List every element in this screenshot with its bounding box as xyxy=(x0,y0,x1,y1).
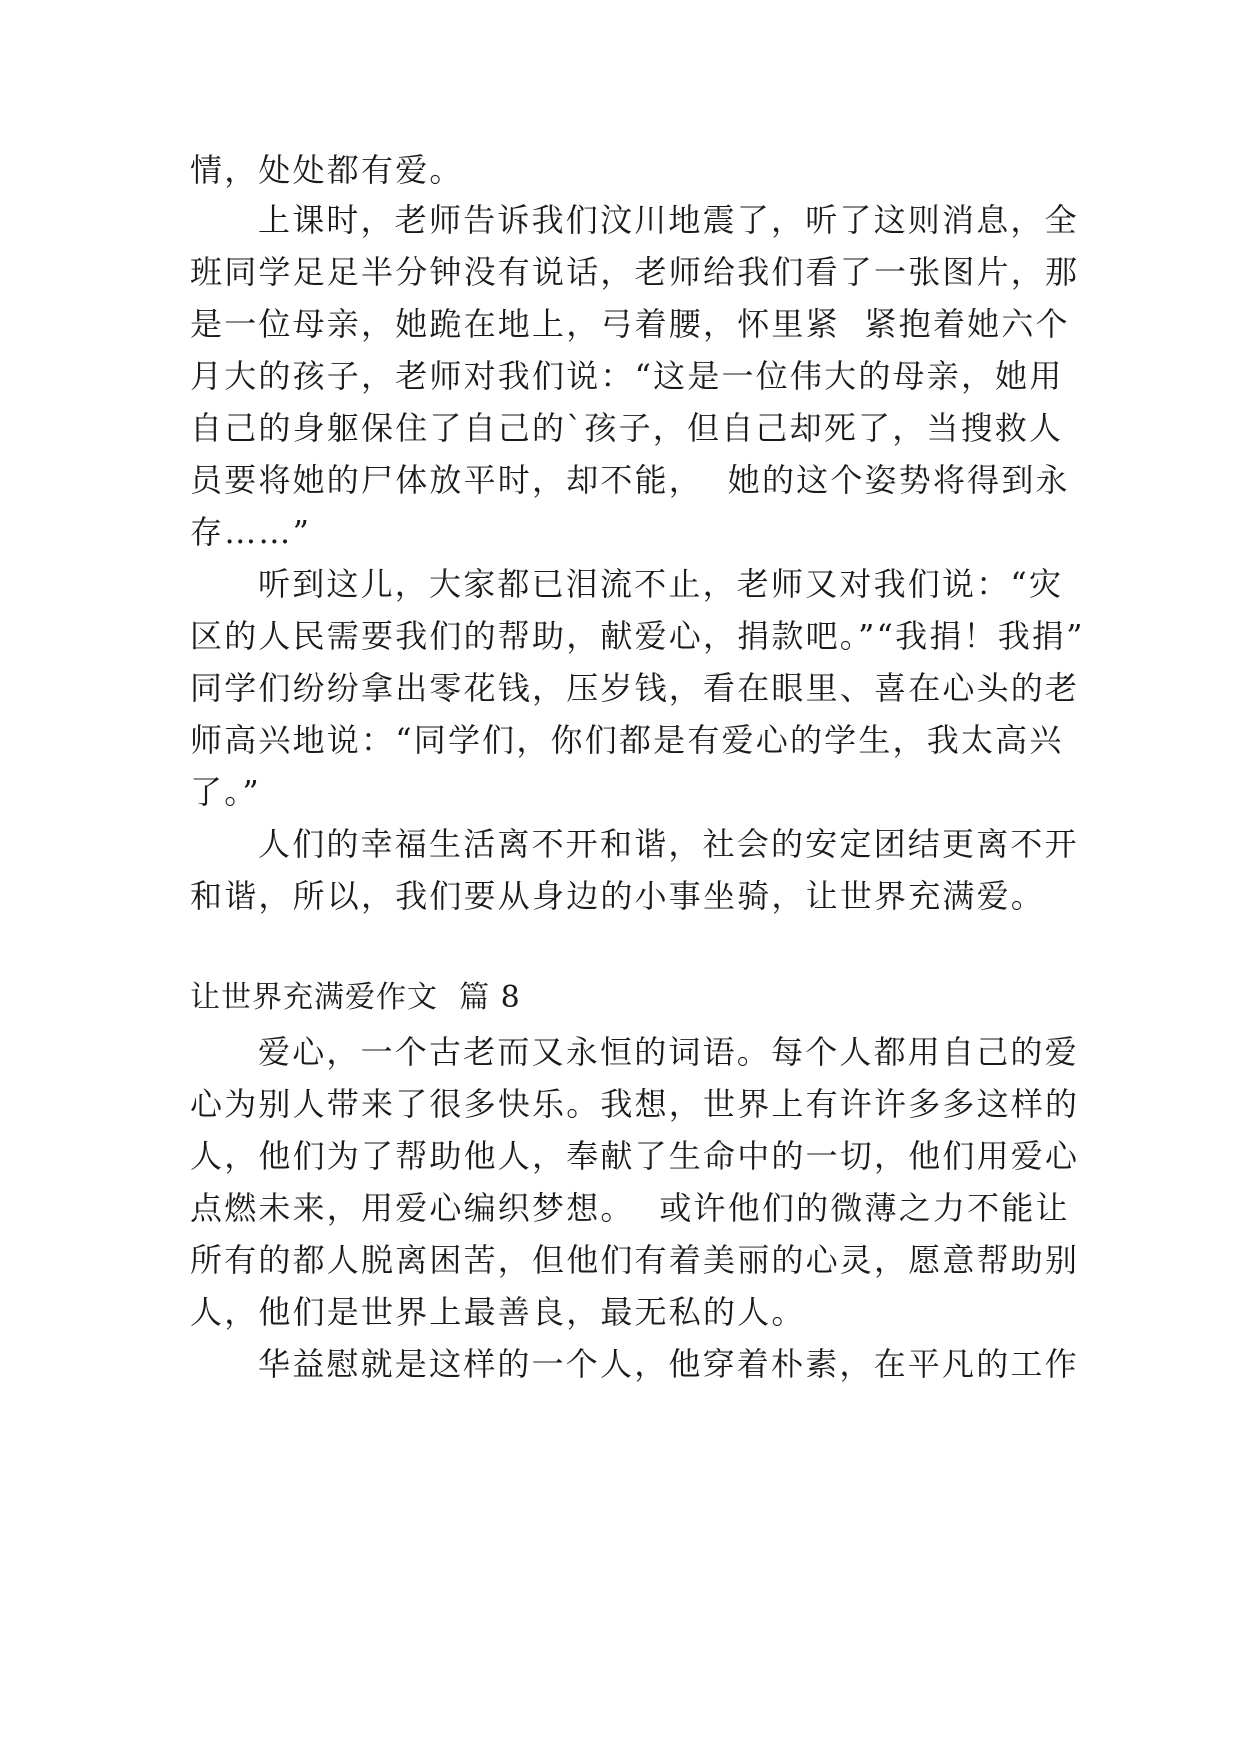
text-line: 同学们纷纷拿出零花钱，压岁钱，看在眼里、喜在心头的老 xyxy=(190,669,1080,707)
text-line: 员要将她的尸体放平时，却不能， 她的这个姿势将得到永 xyxy=(190,461,1070,499)
section-heading: 让世界充满爱作文 篇 8 xyxy=(190,980,521,1015)
text-line: 和谐，所以，我们要从身边的小事坐骑，让世界充满爱。 xyxy=(190,877,1046,915)
text-line: 点燃未来，用爱心编织梦想。 或许他们的微薄之力不能让 xyxy=(190,1189,1070,1227)
text-line: 区的人民需要我们的帮助，献爱心，捐款吧。”“我捐！我捐” xyxy=(190,617,1085,655)
paragraph-first-line: 上课时，老师告诉我们汶川地震了，听了这则消息，全 xyxy=(258,201,1079,239)
text-line: 人，他们为了帮助他人，奉献了生命中的一切，他们用爱心 xyxy=(190,1137,1080,1175)
text-line: 人，他们是世界上最善良，最无私的人。 xyxy=(190,1293,806,1331)
paragraph-first-line: 华益慰就是这样的一个人，他穿着朴素，在平凡的工作 xyxy=(258,1345,1079,1383)
text-line: 了。” xyxy=(190,773,261,811)
text-line: 班同学足足半分钟没有说话，老师给我们看了一张图片，那 xyxy=(190,253,1080,291)
text-line: 情，处处都有爱。 xyxy=(190,151,464,189)
text-line: 自己的身躯保住了自己的`孩子，但自己却死了，当搜救人 xyxy=(190,409,1064,447)
text-line: 所有的都人脱离困苦，但他们有着美丽的心灵，愿意帮助别 xyxy=(190,1241,1080,1279)
paragraph-first-line: 人们的幸福生活离不开和谐，社会的安定团结更离不开 xyxy=(258,825,1079,863)
text-line: 月大的孩子，老师对我们说：“这是一位伟大的母亲，她用 xyxy=(190,357,1064,395)
text-line: 师高兴地说：“同学们，你们都是有爱心的学生，我太高兴 xyxy=(190,721,1064,759)
paragraph-first-line: 爱心，一个古老而又永恒的词语。每个人都用自己的爱 xyxy=(258,1033,1079,1071)
paragraph-first-line: 听到这儿，大家都已泪流不止，老师又对我们说：“灾 xyxy=(258,565,1064,603)
text-line: 心为别人带来了很多快乐。我想，世界上有许许多多这样的 xyxy=(190,1085,1080,1123)
text-line: 存……” xyxy=(190,513,312,551)
text-line: 是一位母亲，她跪在地上，弓着腰，怀里紧 紧抱着她六个 xyxy=(190,305,1070,343)
